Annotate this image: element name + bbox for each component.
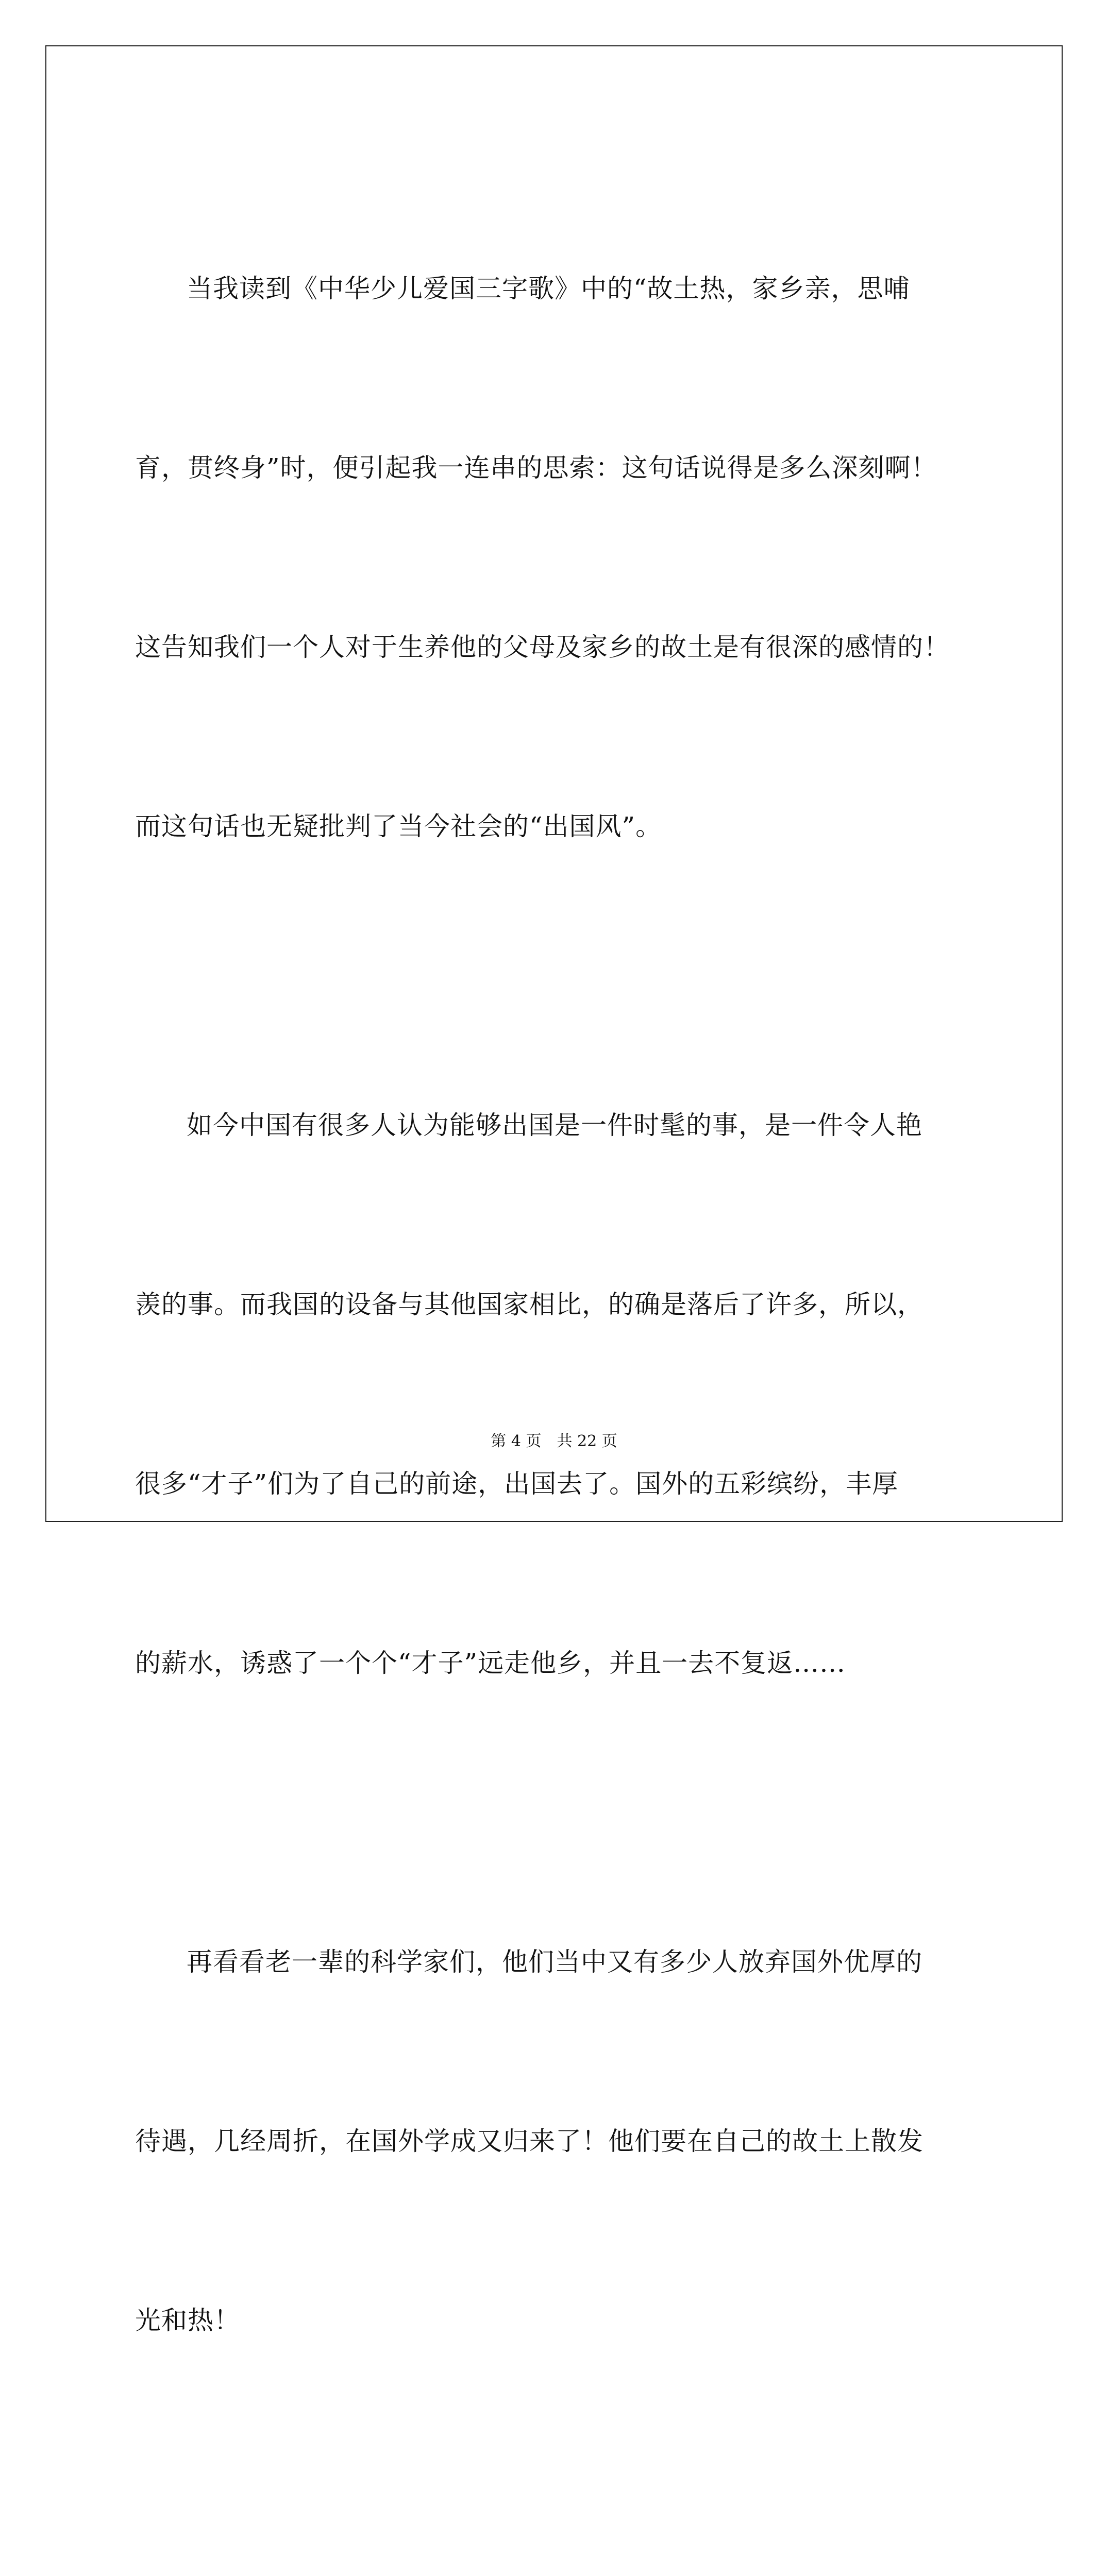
paragraph-line: 羡的事。而我国的设备与其他国家相比，的确是落后了许多，所以， — [135, 1290, 924, 1319]
page-number-footer: 第 4 页 共 22 页 — [491, 1432, 617, 1450]
paragraph-line: 而这句话也无疑批判了当今社会的“出国风”。 — [135, 811, 662, 841]
paragraph-2 — [135, 976, 980, 1812]
paragraph-line: 如今中国有很多人认为能够出国是一件时髦的事，是一件令人艳 — [187, 1110, 922, 1140]
paragraph-1 — [135, 139, 980, 976]
paragraph-4 — [135, 2470, 980, 2576]
paragraph-line: 待遇，几经周折，在国外学成又归来了！他们要在自己的故土上散发 — [135, 2126, 924, 2156]
document-body — [135, 139, 980, 2576]
paragraph-line: 光和热！ — [135, 2306, 240, 2335]
paragraph-line: 的薪水，诱惑了一个个“才子”远走他乡，并且一去不复返…… — [135, 1648, 846, 1678]
paragraph-3 — [135, 1812, 980, 2470]
paragraph-line: 这告知我们一个人对于生养他的父母及家乡的故土是有很深的感情的！ — [135, 632, 950, 662]
paragraph-line: 再看看老一辈的科学家们，他们当中又有多少人放弃国外优厚的 — [187, 1947, 922, 1977]
paragraph-line: 育，贯终身”时，便引起我一连串的思索：这句话说得是多么深刻啊！ — [135, 453, 937, 483]
paragraph-line: 当我读到《中华少儿爱国三字歌》中的“故土热，家乡亲，思哺 — [187, 274, 910, 303]
paragraph-line: 很多“才子”们为了自己的前途，出国去了。国外的五彩缤纷，丰厚 — [135, 1469, 899, 1499]
